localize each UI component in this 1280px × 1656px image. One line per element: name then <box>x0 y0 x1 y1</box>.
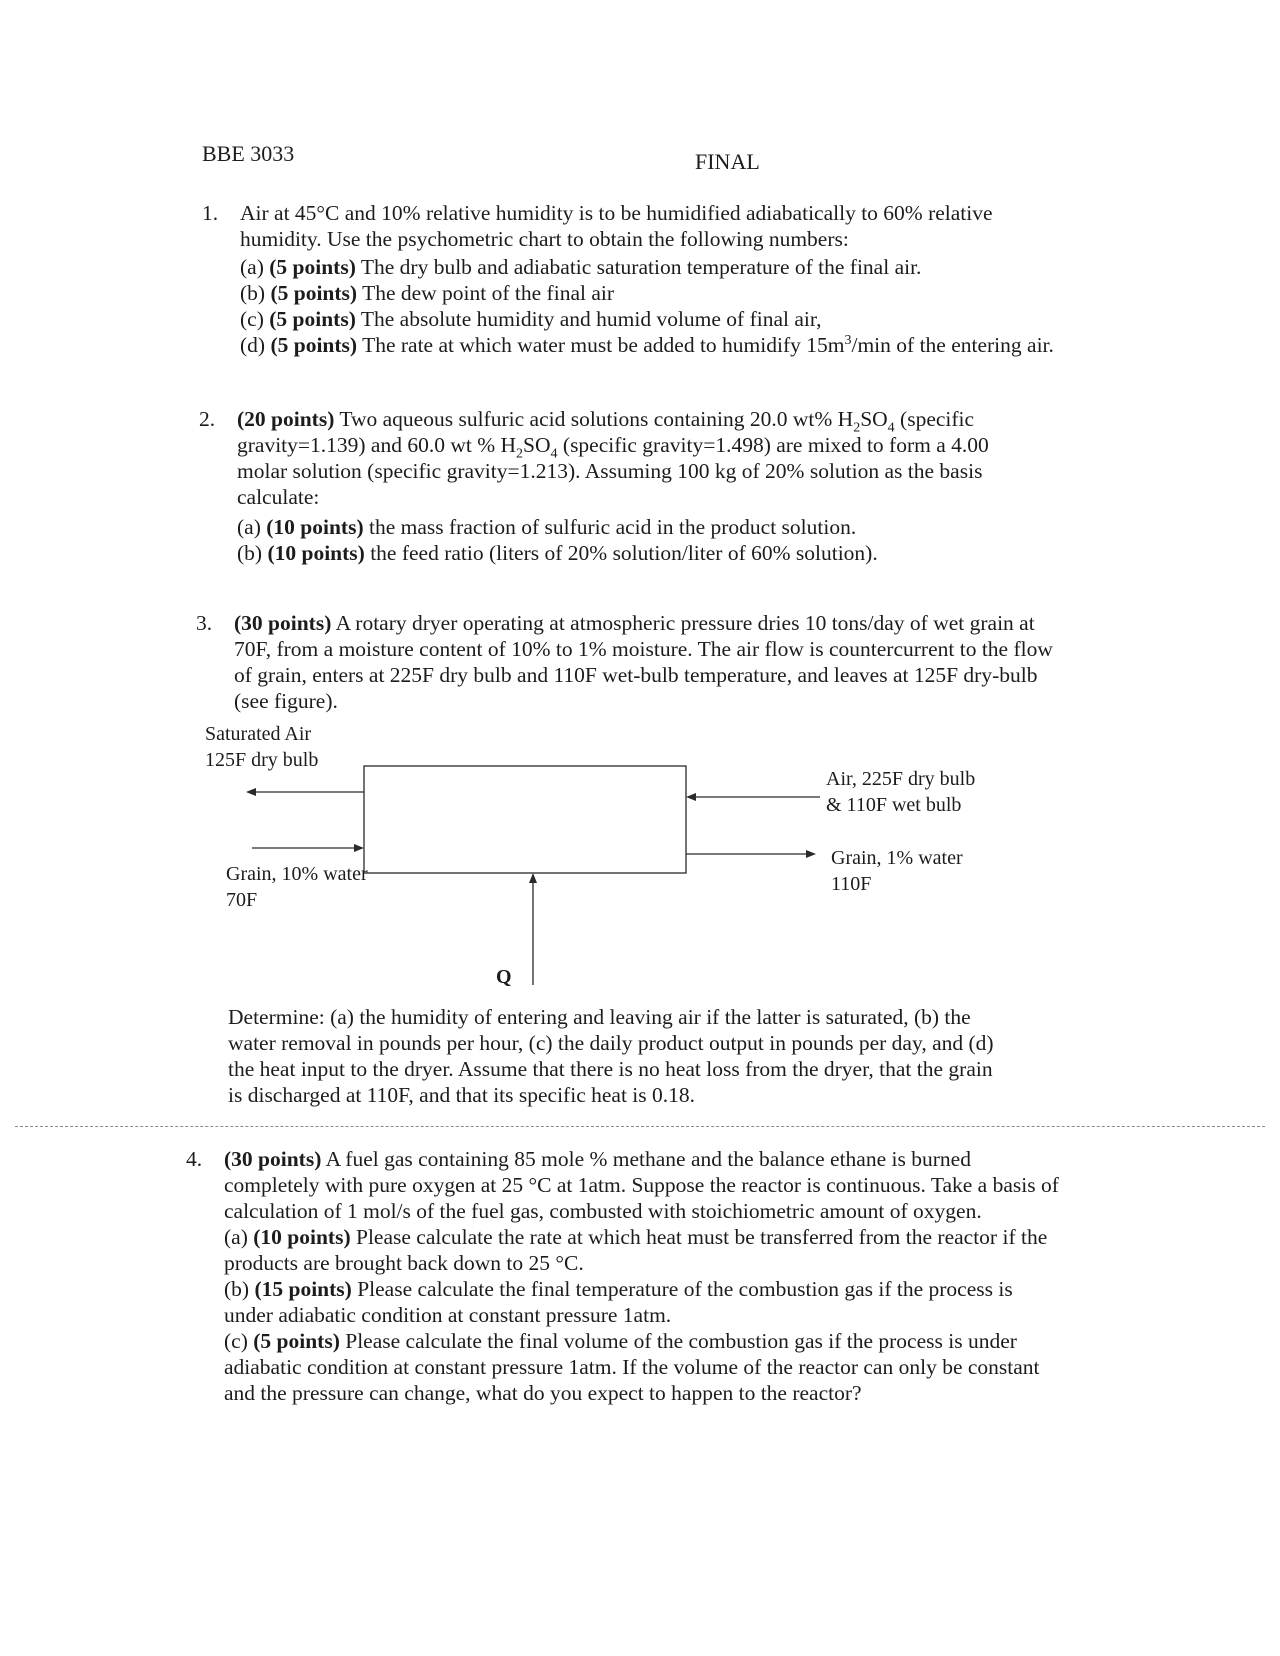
text: (specific <box>894 407 975 431</box>
text: A fuel gas containing 85 mole % methane and the balance ethane is burned <box>325 1147 971 1171</box>
part-points: (10 points) <box>267 541 365 565</box>
question-4 <box>186 1146 1196 1406</box>
question-number: 3. <box>196 611 213 635</box>
part-text: Please calculate the final temperature of the combustion gas if the process is <box>357 1277 1013 1301</box>
question-part <box>224 1224 1196 1250</box>
question-number: 4. <box>186 1147 203 1171</box>
question-number: 1. <box>202 201 219 225</box>
question-points: (20 points) <box>237 407 335 431</box>
heat-label: Q <box>496 966 512 988</box>
text: SO <box>860 407 888 431</box>
question-text-line: (see figure). <box>234 689 338 713</box>
question-text-line: adiabatic condition at constant pressure 1atm. If the volume of the reactor can only be constant <box>224 1355 1040 1379</box>
text: Two aqueous sulfuric acid solutions containing 20.0 wt% H <box>339 407 854 431</box>
part-label: (b) <box>224 1277 250 1301</box>
part-text: Please calculate the final volume of the combustion gas if the process is under <box>345 1329 1017 1353</box>
part-points: (5 points) <box>270 333 358 357</box>
grain-out-arrowhead <box>806 850 816 858</box>
text: A rotary dryer operating at atmospheric pressure dries 10 tons/day of wet grain at <box>335 611 1035 635</box>
dryer-box <box>364 766 686 873</box>
part-points: (5 points) <box>269 255 356 279</box>
text: SO <box>523 433 551 457</box>
part-points: (5 points) <box>253 1329 340 1353</box>
grain-in-label-2: 70F <box>226 889 258 911</box>
part-text: The dew point of the final air <box>362 281 615 305</box>
superscript: 3 <box>844 332 852 348</box>
question-3-determine <box>228 1004 1228 1108</box>
question-points: (30 points) <box>234 611 332 635</box>
part-text: Please calculate the rate at which heat must be transferred from the reactor if the <box>355 1225 1048 1249</box>
part-points: (10 points) <box>253 1225 351 1249</box>
page-title: FINAL <box>695 149 760 174</box>
question-text-line: calculation of 1 mol/s of the fuel gas, combusted with stoichiometric amount of oxygen. <box>224 1199 982 1223</box>
question-text-line: Air at 45°C and 10% relative humidity is to be humidified adiabatically to 60% relative <box>240 201 993 225</box>
question-text-line: calculate: <box>237 485 320 509</box>
air-in-label-1: Air, 225F dry bulb <box>826 768 976 790</box>
question-text-line: Determine: (a) the humidity of entering and leaving air if the latter is saturated, (b) the <box>228 1005 971 1029</box>
question-text-line: under adiabatic condition at constant pressure 1atm. <box>224 1303 672 1327</box>
part-text: The absolute humidity and humid volume of final air, <box>360 307 822 331</box>
part-text: the feed ratio (liters of 20% solution/liter of 60% solution). <box>370 541 878 565</box>
grain-out-label-2: 110F <box>831 873 872 895</box>
air-out-label-2: 125F dry bulb <box>205 749 319 771</box>
air-in-label-2: & 110F wet bulb <box>826 794 962 816</box>
question-text-line: of grain, enters at 225F dry bulb and 110F wet-bulb temperature, and leaves at 125F dry-bulb <box>234 663 1038 687</box>
part-label: (a) <box>240 255 264 279</box>
question-text-line <box>224 1146 1196 1172</box>
part-label: (b) <box>237 541 263 565</box>
part-points: (5 points) <box>269 307 356 331</box>
part-label: (a) <box>224 1225 248 1249</box>
part-label: (c) <box>240 307 264 331</box>
part-label: (a) <box>237 515 261 539</box>
subscript: 4 <box>550 446 558 462</box>
question-text-line: products are brought back down to 25 °C. <box>224 1251 584 1275</box>
question-points: (30 points) <box>224 1147 322 1171</box>
grain-in-arrowhead <box>354 844 364 852</box>
question-text-line: humidity. Use the psychometric chart to obtain the following numbers: <box>240 227 849 251</box>
question-number: 2. <box>199 407 216 431</box>
question-text-line: water removal in pounds per hour, (c) the daily product output in pounds per day, and (d) <box>228 1031 994 1055</box>
question-text-line: 70F, from a moisture content of 10% to 1% moisture. The air flow is countercurrent to the flow <box>234 637 1053 661</box>
text: (specific gravity=1.498) are mixed to form a 4.00 <box>557 433 989 457</box>
part-text: The dry bulb and adiabatic saturation temperature of the final air. <box>360 255 922 279</box>
part-text: The rate at which water must be added to humidify 15m <box>362 333 845 357</box>
page-divider <box>15 1126 1265 1127</box>
subscript: 4 <box>887 420 895 436</box>
part-label: (b) <box>240 281 266 305</box>
subscript: 2 <box>516 446 524 462</box>
course-code: BBE 3033 <box>202 141 295 166</box>
question-text-line: and the pressure can change, what do you expect to happen to the reactor? <box>224 1381 862 1405</box>
part-text: the mass fraction of sulfuric acid in the product solution. <box>368 515 857 539</box>
air-in-arrowhead <box>686 793 696 801</box>
part-points: (15 points) <box>254 1277 352 1301</box>
heat-input-arrowhead <box>529 873 537 883</box>
question-part <box>224 1276 1196 1302</box>
question-text-line: the heat input to the dryer. Assume that there is no heat loss from the dryer, that the grain <box>228 1057 993 1081</box>
air-out-label-1: Saturated Air <box>205 723 312 745</box>
part-label: (c) <box>224 1329 248 1353</box>
part-points: (5 points) <box>270 281 358 305</box>
text: gravity=1.139) and 60.0 wt % H <box>237 433 517 457</box>
question-text-line: molar solution (specific gravity=1.213). Assuming 100 kg of 20% solution as the basis <box>237 459 983 483</box>
grain-out-label-1: Grain, 1% water <box>831 847 963 869</box>
question-text-line: is discharged at 110F, and that its specific heat is 0.18. <box>228 1083 696 1107</box>
subscript: 2 <box>853 420 861 436</box>
air-out-arrowhead <box>246 788 256 796</box>
grain-in-label-1: Grain, 10% water <box>226 863 368 885</box>
part-text: /min of the entering air. <box>851 333 1054 357</box>
question-part <box>224 1328 1196 1354</box>
part-label: (d) <box>240 333 266 357</box>
part-points: (10 points) <box>266 515 364 539</box>
question-text-line: completely with pure oxygen at 25 °C at 1atm. Suppose the reactor is continuous. Take a basis of <box>224 1173 1059 1197</box>
